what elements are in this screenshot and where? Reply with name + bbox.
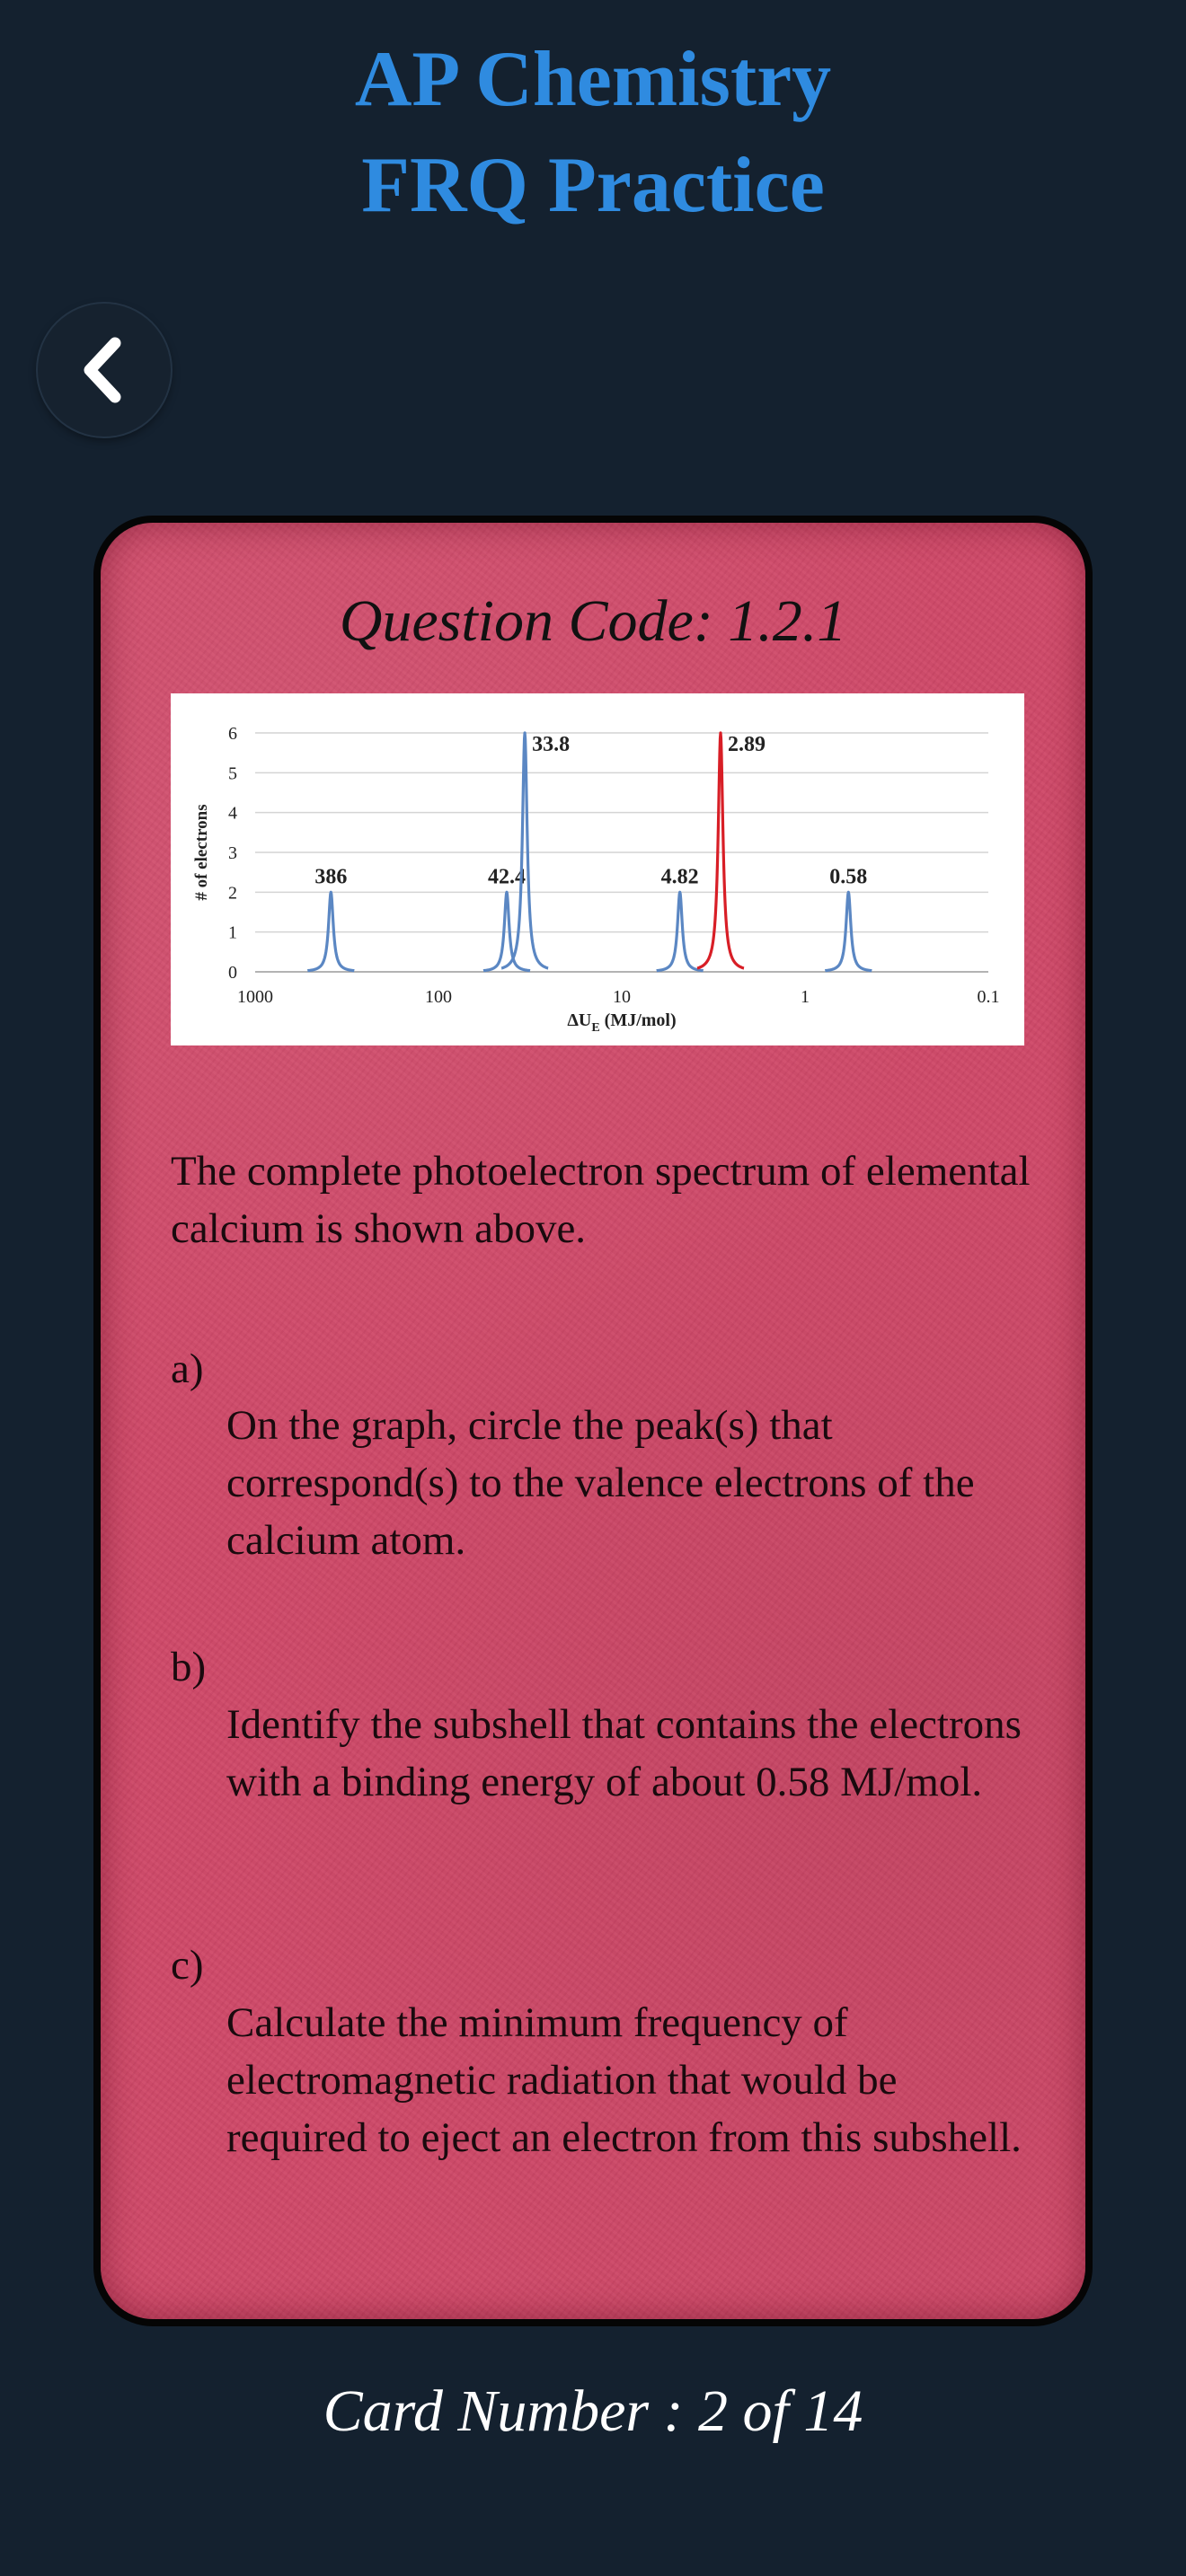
peak-label: 33.8 bbox=[532, 733, 571, 756]
peak-label: 4.82 bbox=[660, 865, 699, 889]
part-b-letter: b) bbox=[171, 1644, 207, 1690]
part-c-letter: c) bbox=[171, 1942, 204, 1989]
app-title-line-1: AP Chemistry bbox=[354, 36, 832, 123]
y-tick-label: 3 bbox=[228, 843, 237, 863]
back-button[interactable] bbox=[38, 304, 171, 437]
spectrum-peak bbox=[697, 733, 744, 968]
app-title-line-2: FRQ Practice bbox=[361, 142, 825, 229]
y-tick-label: 1 bbox=[228, 922, 237, 943]
x-tick-label: 1 bbox=[801, 987, 810, 1007]
card-number: Card Number : 2 of 14 bbox=[323, 2378, 863, 2444]
photoelectron-spectrum-chart bbox=[171, 693, 1024, 1045]
peak-label: 0.58 bbox=[829, 865, 868, 889]
y-tick-label: 4 bbox=[228, 803, 237, 824]
x-tick-label: 10 bbox=[613, 987, 631, 1007]
chevron-left-icon bbox=[77, 334, 131, 406]
question-prompt: The complete photoelectron spectrum of elemental calcium is shown above. bbox=[171, 1148, 1031, 1252]
part-a-letter: a) bbox=[171, 1345, 204, 1392]
app-title bbox=[0, 27, 1186, 239]
x-tick-label: 1000 bbox=[237, 987, 273, 1007]
part-c-text: Calculate the minimum frequency of electromagnetic radiation that would be required to eject an electron from this subshell. bbox=[226, 1999, 1022, 2161]
part-b-text: Identify the subshell that contains the electrons with a binding energy of about 0.58 MJ/mol. bbox=[226, 1701, 1022, 1805]
question-code: Question Code: 1.2.1 bbox=[339, 588, 847, 654]
y-tick-label: 6 bbox=[228, 724, 237, 744]
x-tick-label: 0.1 bbox=[977, 987, 1000, 1007]
peak-label: 42.4 bbox=[488, 865, 527, 889]
y-tick-label: 2 bbox=[228, 883, 237, 904]
x-tick-label: 100 bbox=[425, 987, 452, 1007]
y-axis-label: # of electrons bbox=[192, 804, 211, 901]
peak-label: 2.89 bbox=[727, 733, 766, 756]
y-tick-label: 5 bbox=[228, 763, 237, 784]
question-card[interactable] bbox=[93, 516, 1093, 2326]
x-axis-label: $\Delta U_E$ (MJ/mol) bbox=[567, 1010, 677, 1035]
part-a-text: On the graph, circle the peak(s) that correspond(s) to the valence electrons of the calcium atom. bbox=[226, 1402, 975, 1564]
y-tick-label: 0 bbox=[228, 963, 237, 983]
peak-label: 386 bbox=[314, 865, 348, 889]
